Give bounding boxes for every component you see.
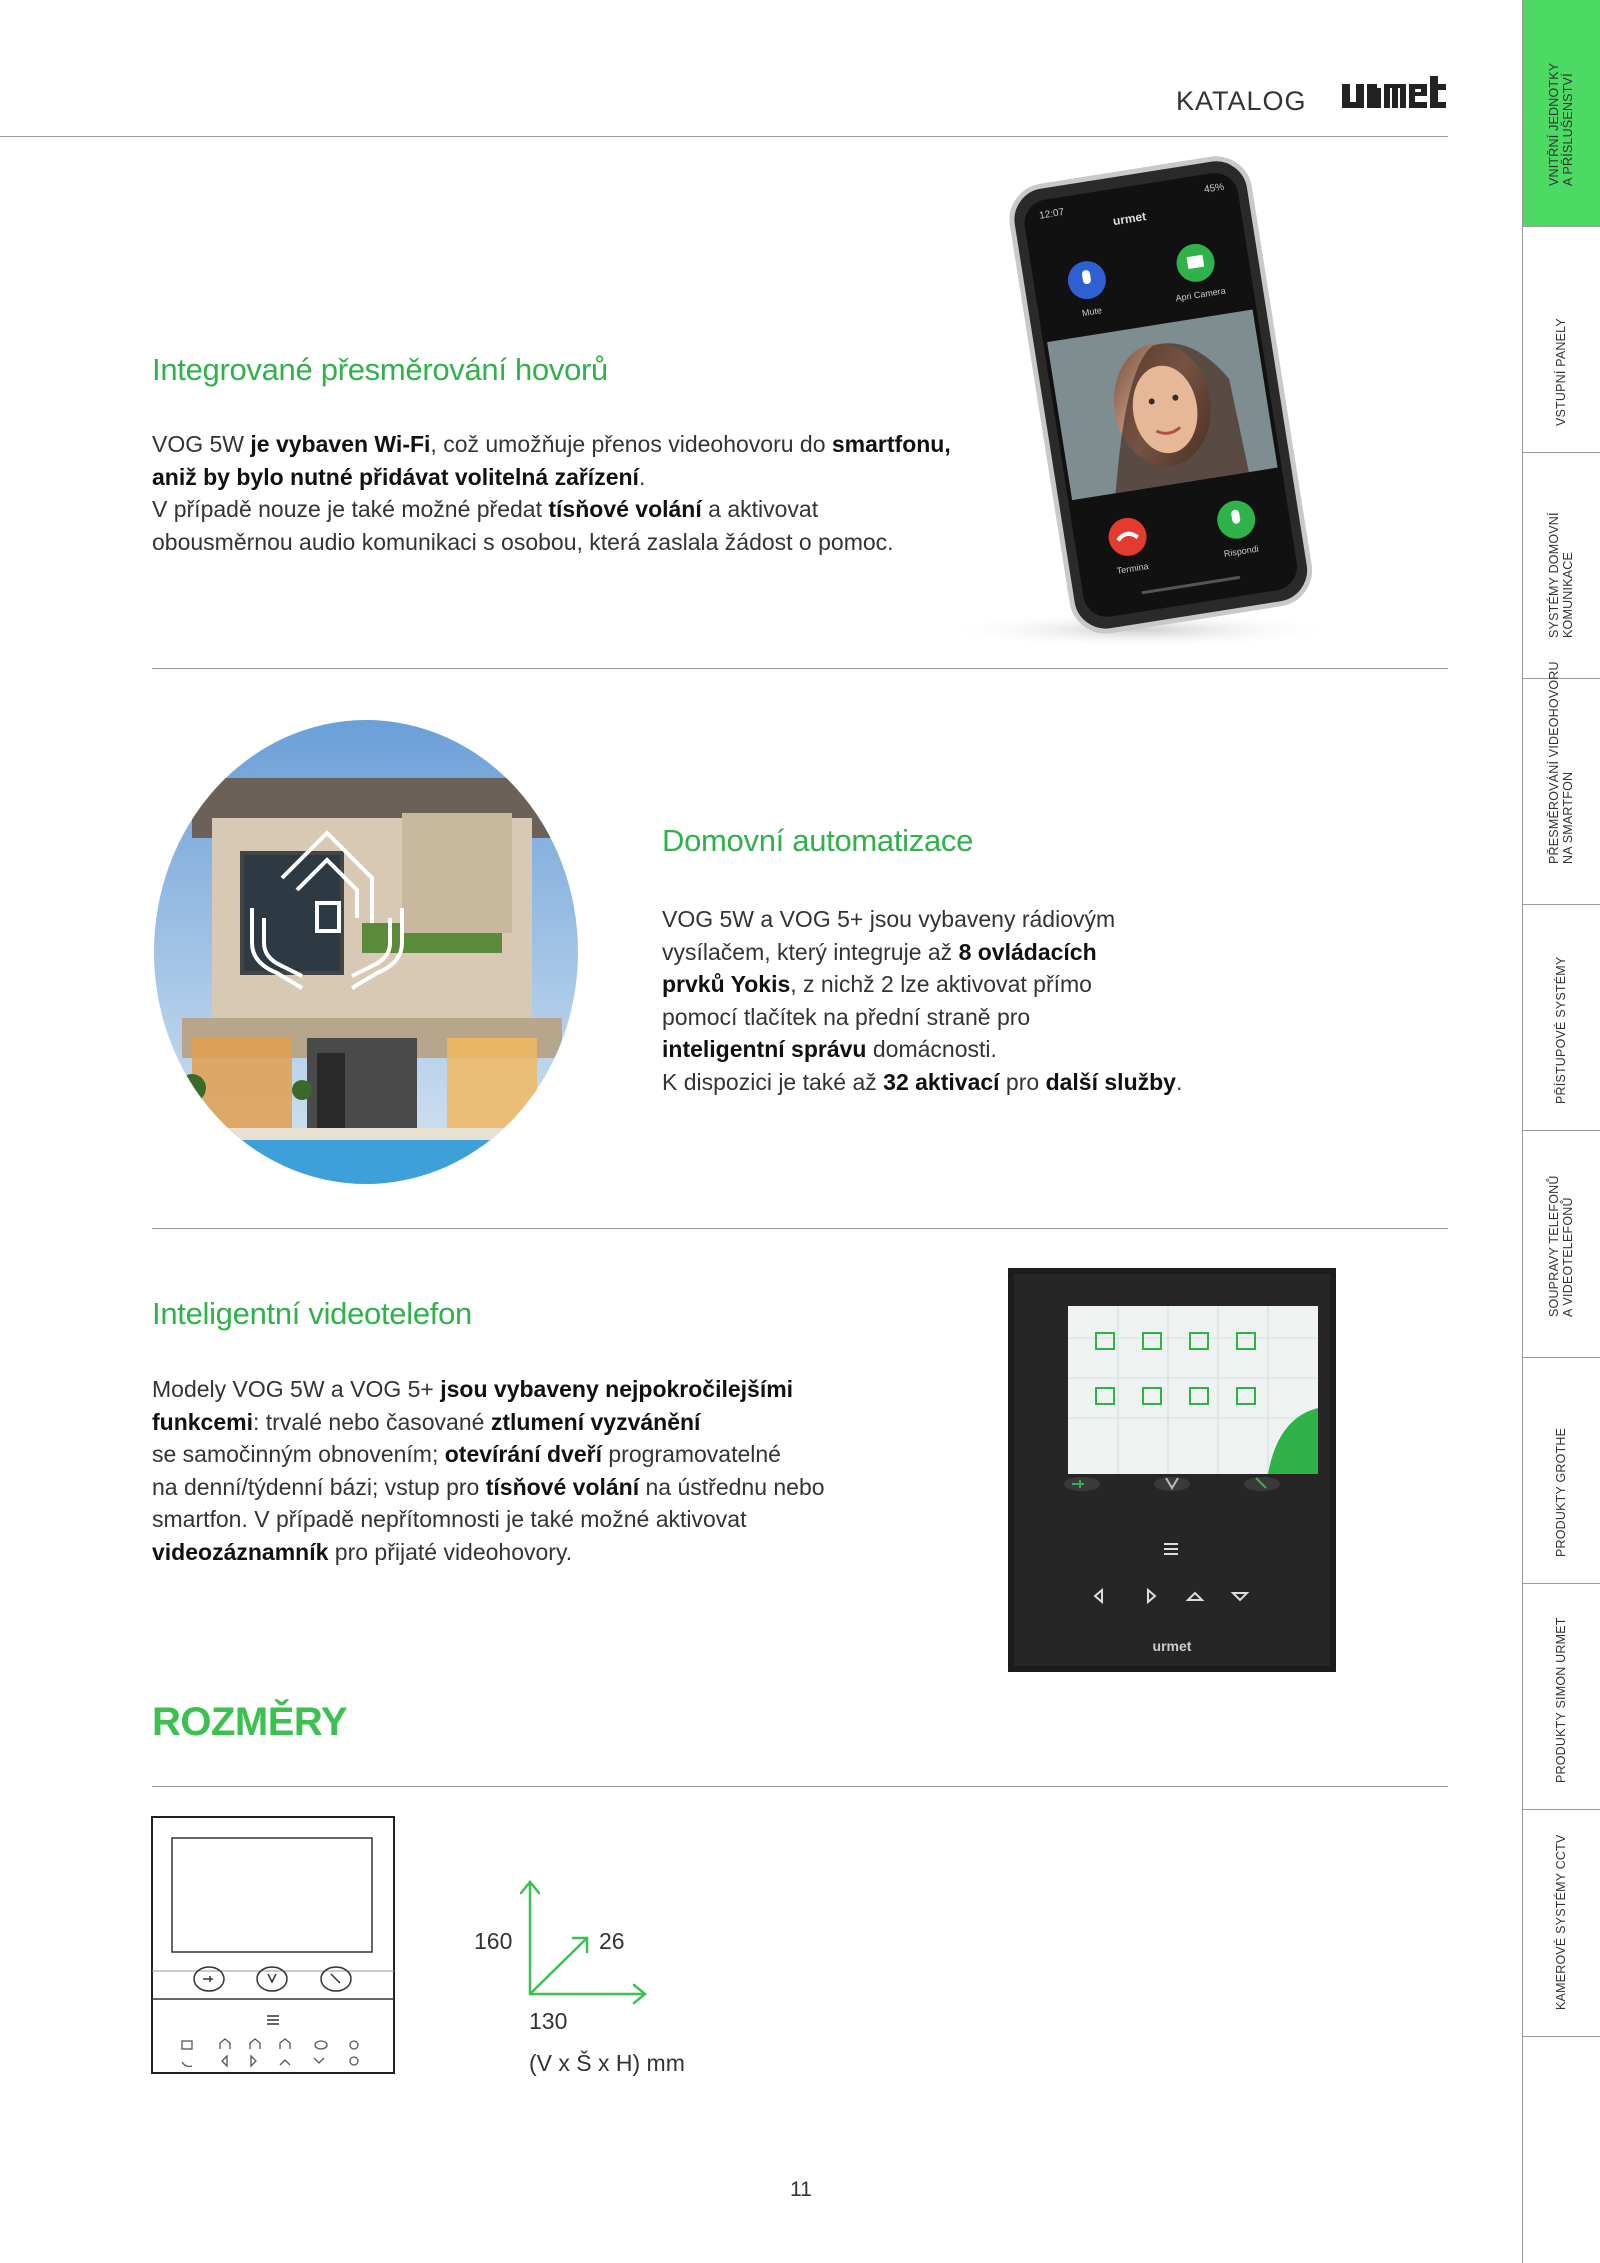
sidebar-tab-soupravy-telefonu[interactable]: SOUPRAVY TELEFONŮ A VIDEOTELEFONŮ [1523, 1131, 1600, 1358]
svg-text:Rispondi: Rispondi [1223, 543, 1260, 559]
section-title-smart-videophone: Inteligentní videotelefon [152, 1296, 472, 1331]
house-automation-image [152, 718, 580, 1186]
sidebar-tab-kamerove-systemy-cctv[interactable]: KAMEROVÉ SYSTÉMY CCTV [1523, 1810, 1600, 2037]
section-divider [152, 1228, 1448, 1229]
section-text-smart-videophone: Modely VOG 5W a VOG 5+ jsou vybaveny nejpokročilejšími funkcemi: trvalé nebo časované ztlumení vyzvánění se samočinným obnovením; otevírání dveří programovatelné na denní/týdenní bázi; vstup pro tísňové volání na ústřednu nebo smartfon. V případě nepřítomnosti je také možné aktivovat videozáznamník pro přijaté videohovory. [152, 1376, 825, 1565]
svg-text:Mute: Mute [1081, 305, 1103, 319]
sidebar-tab-produkty-grothe[interactable]: PRODUKTY GROTHE [1523, 1358, 1600, 1584]
svg-text:45%: 45% [1203, 181, 1225, 196]
sidebar-tab-presmerovani-videohovoru[interactable]: PŘESMĚROVÁNÍ VIDEOHOVORU NA SMARTFON [1523, 679, 1600, 905]
sidebar-tab-vnitrni-jednotky[interactable]: VNITŘNÍ JEDNOTKY A PŘÍSLUŠENSTVÍ [1523, 0, 1600, 227]
section-divider [152, 1786, 1448, 1787]
dimension-height: 160 [474, 1928, 513, 1954]
smartphone-illustration [930, 150, 1350, 650]
dimensions-title: ROZMĚRY [152, 1700, 348, 1744]
section-title-call-forwarding: Integrované přesměrování hovorů [152, 352, 608, 387]
dimension-axes-icon [515, 1876, 655, 2016]
section-text-home-automation: VOG 5W a VOG 5+ jsou vybaveny rádiovým vysílačem, který integruje až 8 ovládacích prvků Yokis, z nichž 2 lze aktivovat přímo pomocí tlačítek na přední straně pro inteligentní správu domácnosti. K dispozici je také až 32 aktivací pro další služby. [662, 906, 1183, 1095]
svg-text:urmet: urmet [1111, 209, 1148, 229]
svg-text:Apri Camera: Apri Camera [1174, 285, 1227, 304]
sidebar-tab-produkty-simon-urmet[interactable]: PRODUKTY SIMON URMET [1523, 1584, 1600, 1810]
videophone-device-image [1008, 1268, 1336, 1672]
section-text-call-forwarding: VOG 5W je vybaven Wi-Fi, což umožňuje přenos videohovoru do smartfonu, aniž by bylo nutné přidávat volitelná zařízení. V případě nouze je také možné předat tísňové volání a aktivovat obousměrnou audio komunikaci s osobou, která zaslala žádost o pomoc. [152, 431, 951, 555]
dimension-width: 130 [529, 2008, 568, 2034]
catalog-label: KATALOG [1176, 86, 1307, 116]
dimension-depth: 26 [599, 1928, 625, 1954]
svg-text:urmet: urmet [1152, 1638, 1192, 1654]
page-number: 11 [790, 2178, 812, 2201]
sidebar-tab-systemy-domovni-komunikace[interactable]: SYSTÉMY DOMOVNÍ KOMUNIKACE [1523, 453, 1600, 679]
section-title-home-automation: Domovní automatizace [662, 823, 974, 858]
dimension-unit: (V x Š x H) mm [529, 2050, 685, 2076]
device-front-drawing [151, 1816, 395, 2074]
svg-text:Termina: Termina [1115, 561, 1150, 576]
sidebar-tab-vstupni-panely[interactable]: VSTUPNÍ PANELY [1523, 227, 1600, 453]
urmet-logo [1340, 70, 1450, 116]
header-rule [0, 136, 1448, 137]
section-sidebar [1522, 0, 1600, 2263]
sidebar-tab-pristupove-systemy[interactable]: PŘÍSTUPOVÉ SYSTÉMY [1523, 905, 1600, 1131]
section-divider [152, 668, 1448, 669]
svg-text:12:07: 12:07 [1038, 206, 1065, 222]
